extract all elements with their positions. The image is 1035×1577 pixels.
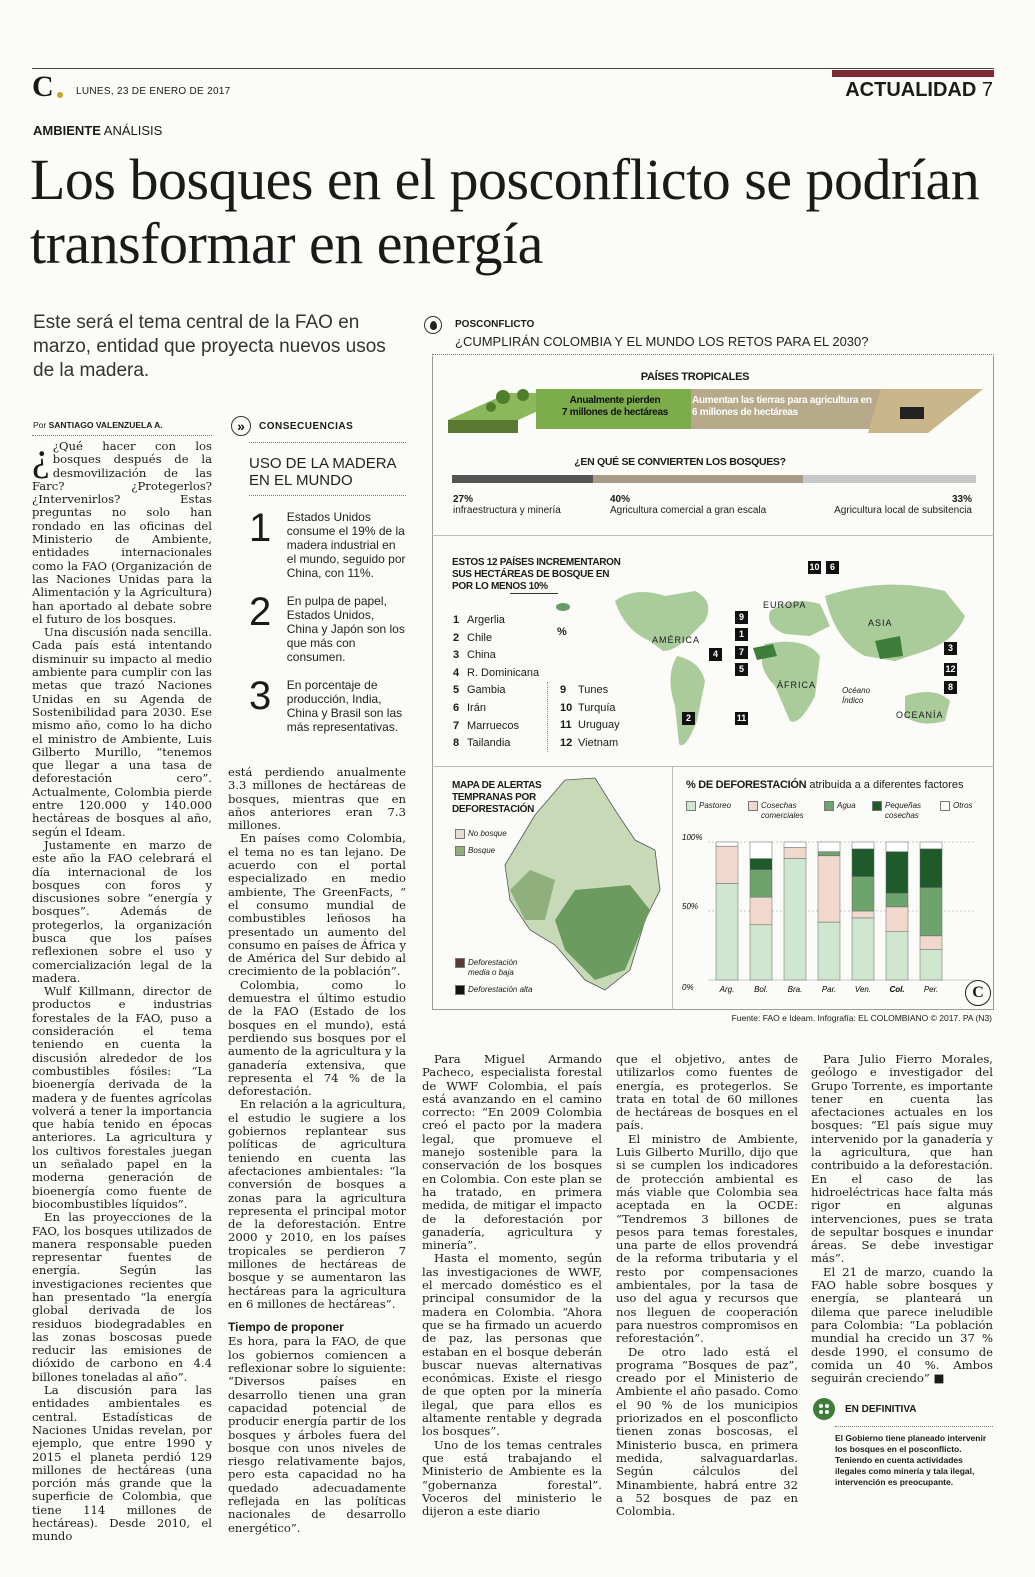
forest-plot-side bbox=[448, 420, 518, 433]
definitiva-rule bbox=[835, 1426, 993, 1427]
legend-label: Deforestación media o baja bbox=[468, 958, 518, 977]
paragraph: que el objetivo, antes de utilizarlos como fuentes de energía, es protegerlos. Se trata en total de 60 millones de hectáreas de bosques en el país. bbox=[616, 1052, 798, 1133]
map-marker: 3 bbox=[944, 642, 957, 655]
top-rule bbox=[32, 68, 994, 69]
tropical-agri-text bbox=[692, 395, 882, 419]
country-number: 2 bbox=[453, 631, 460, 644]
newspaper-logo: C bbox=[32, 70, 54, 103]
paragraph: De otro lado está el programa “Bosques de paz”, creado por el Ministerio de Ambiente el año pasado. Como el 90 % de los municipios priorizados en el posconflicto tienen zonas boscosas, el Ministerio busca, en primera medida, salvaguardarlas. Según cálculos del Minambiente, habrá entre 32 a 52 bosques de paz en Colombia. bbox=[616, 1344, 798, 1519]
divider bbox=[432, 766, 994, 767]
world-map bbox=[605, 556, 985, 766]
legend-swatch bbox=[872, 801, 882, 811]
x-tick-label: Par. bbox=[821, 985, 837, 994]
x-tick-label: Col. bbox=[889, 985, 905, 994]
map-marker: 9 bbox=[735, 611, 748, 624]
convert-bar-segment bbox=[593, 475, 803, 483]
chart-bar-segment bbox=[818, 922, 840, 980]
pin-icon bbox=[424, 316, 442, 334]
map-marker: 1 bbox=[735, 628, 748, 641]
chart-bar-segment bbox=[750, 925, 772, 980]
map-marker: 12 bbox=[945, 664, 956, 674]
chart-bar-segment bbox=[716, 846, 738, 883]
paragraph: Para Julio Fierro Morales, geólogo e investigador del Grupo Torrente, es importante tener en cuenta las afectaciones actuales en los bosques: “El país sigue muy intervenido por la ganadería y la agricultura, que han contribuido a la deforestación. En el caso de las hidroeléctricas hace falta más rigor en algunas intervenciones, pues se trata de sepultar bosques e inundar áreas. Se debe investigar más”. bbox=[811, 1052, 993, 1266]
sidebar-item bbox=[249, 674, 406, 734]
headline: Los bosques en el posconflicto se podrían transformar en energía bbox=[30, 147, 980, 276]
legend-label: Cosechas comerciales bbox=[761, 801, 804, 820]
tree-icon bbox=[496, 390, 510, 404]
tree-icon bbox=[517, 389, 529, 401]
chart-heading bbox=[686, 779, 963, 791]
region-label: ÁFRICA bbox=[777, 680, 817, 690]
convert-item bbox=[453, 494, 561, 516]
country-name: Vietnam bbox=[578, 736, 619, 749]
chart-legend-item bbox=[824, 801, 874, 811]
sidebar-title: USO DE LA MADERA EN EL MUNDO bbox=[249, 455, 396, 489]
country-number: 11 bbox=[560, 719, 572, 732]
percent-symbol: % bbox=[557, 626, 567, 638]
legend-swatch bbox=[455, 985, 465, 995]
paragraph: está perdiendo anualmente 3.3 millones de hectáreas de bosques, mientras que en años anteriores eran 7.3 millones. bbox=[228, 765, 406, 833]
tropical-loss-value: 7 millones de hectáreas bbox=[562, 407, 668, 418]
map-legend-item bbox=[455, 958, 535, 978]
logo-dot-icon bbox=[57, 92, 63, 98]
chart-bar-segment bbox=[784, 859, 806, 980]
kicker-type: ANÁLISIS bbox=[103, 123, 163, 138]
subhead: Este será el tema central de la FAO en marzo, entidad que proyecta nuevos usos de la madera. bbox=[33, 312, 386, 381]
country-number: 7 bbox=[453, 719, 460, 732]
country-item bbox=[453, 647, 539, 665]
chart-bar-segment bbox=[818, 842, 840, 852]
chart-bar-segment bbox=[886, 852, 908, 893]
tropical-loss-label: Anualmente pierden bbox=[569, 395, 661, 406]
convert-label: Agricultura local de subsitencia bbox=[834, 505, 972, 516]
byline-prefix: Por bbox=[33, 420, 47, 430]
country-name: Chile bbox=[467, 631, 493, 644]
ocean-label: Océano Índico bbox=[842, 686, 871, 705]
section-color-bar bbox=[832, 70, 994, 77]
definitiva-header bbox=[813, 1398, 993, 1420]
legend-swatch bbox=[455, 829, 465, 839]
tree-icon bbox=[486, 402, 496, 412]
deforestation-chart bbox=[680, 830, 980, 1000]
sidebar-rule bbox=[249, 442, 406, 443]
country-item bbox=[453, 682, 539, 700]
convert-label: infraestructura y minería bbox=[453, 505, 561, 516]
paragraph: Hasta el momento, según las investigaciones de WWF, el mercado doméstico es el principal consumidor de la madera en Colombia. “Ahora que se ha firmado un acuerdo de paz, las personas que estaban en el bosque deberán buscar nuevas alternativas económicas. Existe el riesgo de que opten por la minería ilegal, que para ellos es altamente rentable y degrada los bosques”. bbox=[422, 1251, 602, 1439]
tree-icon bbox=[556, 603, 570, 611]
country-name: Marruecos bbox=[467, 719, 519, 732]
byline-author: SANTIAGO VALENZUELA A. bbox=[48, 420, 163, 430]
country-name: Turquía bbox=[578, 701, 616, 714]
sidebar-item bbox=[249, 590, 406, 664]
map-marker: 10 bbox=[809, 562, 820, 572]
sidebar-item-number: 1 bbox=[249, 506, 272, 550]
section-header bbox=[845, 79, 993, 102]
legend-label: Pequeñas cosechas bbox=[885, 801, 922, 820]
article-column-5 bbox=[811, 1053, 993, 1385]
paragraph: La discusión para las entidades ambientales es central. Estadísticas de Naciones Unidas revelan, por ejemplo, que entre 1990 y 2015 el planeta perdió 129 millones de hectáreas (una porción más grande que la superficie de Colombia, que tiene 114 millones de hectáreas). Desde 2010, el mundo bbox=[32, 1383, 212, 1544]
legend-swatch bbox=[940, 801, 950, 811]
divider bbox=[432, 535, 994, 536]
x-tick-label: Bol. bbox=[754, 985, 768, 994]
map-legend-item bbox=[455, 846, 495, 856]
paragraph: Colombia, como lo demuestra el último estudio de la FAO (Estado de los bosques en el mundo), está perdiendo sus bosques por el aumento de la agricultura y la ganadería extensiva, que representa el 74 % de la deforestación. bbox=[228, 977, 406, 1099]
map-marker: 11 bbox=[736, 713, 747, 723]
legend-label: Otros bbox=[953, 801, 973, 810]
paragraph: Justamente en marzo de este año la FAO celebrará el día internacional de los bosques con foros y discusiones sobre “energía y bosques”. Además de protegerlos, la organización busca que los países reflexionen sobre el uso y comercialización legal de la madera. bbox=[32, 837, 212, 985]
chart-bar-segment bbox=[750, 897, 772, 925]
x-tick-label: Bra. bbox=[787, 985, 803, 994]
chart-title: % DE DEFORESTACIÓN bbox=[686, 779, 807, 791]
convert-pct: 40% bbox=[610, 494, 631, 505]
chart-legend-item bbox=[686, 801, 736, 811]
chart-bar-segment bbox=[784, 842, 806, 848]
region-label: OCEANÍA bbox=[896, 710, 944, 720]
chart-bar-segment bbox=[716, 883, 738, 980]
chart-bar-segment bbox=[852, 849, 874, 877]
chart-legend-item bbox=[872, 801, 932, 821]
paragraph: Para Miguel Armando Pacheco, especialista forestal de WWF Colombia, el país está avanzando en el camino correcto: “En 2009 Colombia creó el pacto por la madera legal, que promueve el manejo sostenible para la conservación de los bosques en Colombia. Con este plan se ha tratado, en primera medida, de mitigar el impacto de la deforestación por ganadería, agricultura y minería”. bbox=[422, 1052, 602, 1253]
convert-item bbox=[800, 494, 972, 516]
country-item bbox=[453, 700, 539, 718]
sidebar-item-text: En porcentaje de producción, India, China y Brasil son las más representativas. bbox=[286, 678, 403, 734]
issue-date: LUNES, 23 DE ENERO DE 2017 bbox=[76, 86, 231, 97]
country-number: 1 bbox=[453, 614, 460, 626]
x-tick-label: Arg. bbox=[719, 985, 735, 994]
paragraph: Uno de los temas centrales que está trabajando el Ministerio de Ambiente es la “gobernanza forestal”. Voceros del ministerio le dijeron a este diario bbox=[422, 1437, 602, 1519]
infographic-title: ¿CUMPLIRÁN COLOMBIA Y EL MUNDO LOS RETOS PARA EL 2030? bbox=[455, 334, 869, 349]
chart-legend-item bbox=[748, 801, 808, 821]
country-name: Uruguay bbox=[578, 719, 620, 732]
article-column-1 bbox=[32, 434, 212, 1544]
consequences-sidebar bbox=[231, 416, 406, 734]
chart-bar-segment bbox=[886, 893, 908, 907]
country-name: Gambia bbox=[467, 684, 506, 697]
convert-bar bbox=[452, 475, 976, 483]
legend-label: No bosque bbox=[468, 829, 507, 839]
chart-bar-segment bbox=[818, 856, 840, 922]
drop-cap: ¿ bbox=[32, 434, 50, 479]
chart-bar-segment bbox=[920, 842, 942, 849]
legend-label: Deforestación alta bbox=[468, 985, 533, 995]
kicker bbox=[33, 123, 162, 138]
y-tick-label: 0% bbox=[682, 983, 694, 992]
map-legend-item bbox=[455, 829, 507, 839]
convert-item bbox=[610, 494, 766, 516]
convert-bar-segment bbox=[452, 475, 593, 483]
country-number: 8 bbox=[453, 737, 460, 750]
region-label: ASIA bbox=[868, 618, 893, 628]
chart-bar-segment bbox=[818, 852, 840, 856]
countries-title: ESTOS 12 PAÍSES INCREMENTARON SUS HECTÁREAS DE BOSQUE EN POR LO MENOS 10% bbox=[452, 557, 621, 592]
tractor-icon bbox=[900, 407, 924, 419]
paragraph: Una discusión nada sencilla. Cada país está intentando disminuir su impacto al medio ambiente para cumplir con las metas que trazó Naciones Unidas en su Agenda de Sostenibilidad para 2030. Ese mismo año, como lo ha dicho el ministro de Ambiente, Luis Gilberto Murillo, “tenemos que llegar a una tasa de deforestación cero”. Actualmente, Colombia pierde entre 120.000 y 140.000 hectáreas de bosques al año, según el Ideam. bbox=[32, 625, 212, 839]
sidebar-item bbox=[249, 506, 406, 580]
x-tick-label: Ven. bbox=[854, 985, 872, 994]
alert-map-title: MAPA DE ALERTAS TEMPRANAS POR DEFORESTACIÓN bbox=[452, 780, 542, 815]
chart-bar-segment bbox=[886, 907, 908, 932]
south-america-shape bbox=[670, 656, 705, 745]
definitiva-label: EN DEFINITIVA bbox=[845, 1403, 917, 1415]
legend-swatch bbox=[455, 846, 465, 856]
country-name: Irán bbox=[467, 701, 486, 714]
convert-title: ¿EN QUÉ SE CONVIERTEN LOS BOSQUES? bbox=[574, 456, 786, 468]
map-marker: 4 bbox=[709, 648, 722, 661]
chart-bar-segment bbox=[852, 911, 874, 918]
green-dots-icon bbox=[813, 1398, 835, 1420]
paragraph: En relación a la agricultura, el estudio le sugiere a los gobiernos replantear sus políticas de agricultura teniendo en cuenta las afectaciones ambientales: “la conversión de bosques a zonas para la agricultura representa el principal motor de la deforestación. Entre 2000 y 2010, en los países tropicales se perdieron 7 millones de hectáreas de bosque y se aumentaron las hectáreas para la agricultura en 6 millones de hectáreas”. bbox=[228, 1097, 406, 1311]
chart-bar-segment bbox=[852, 918, 874, 980]
country-item bbox=[453, 665, 539, 683]
country-name: Argerlia bbox=[467, 614, 505, 626]
section-name: ACTUALIDAD bbox=[845, 79, 977, 101]
country-name: Tunes bbox=[578, 684, 609, 696]
article-column-2 bbox=[228, 766, 406, 1535]
country-name: R. Dominicana bbox=[467, 666, 540, 679]
paragraph bbox=[32, 434, 212, 626]
map-marker: 2 bbox=[682, 712, 695, 725]
x-tick-label: Per. bbox=[923, 985, 939, 994]
country-number: 10 bbox=[560, 701, 573, 714]
chevron-right-icon: » bbox=[231, 416, 251, 436]
infographic-source: Fuente: FAO e Ideam. Infografía: EL COLOMBIANO © 2017. PA (N3) bbox=[731, 1013, 992, 1023]
chart-bar-segment bbox=[920, 936, 942, 950]
map-marker: 7 bbox=[735, 646, 748, 659]
country-item bbox=[453, 718, 539, 736]
chart-bar-segment bbox=[750, 842, 772, 859]
pointer-line bbox=[510, 593, 558, 594]
legend-label: Pastoreo bbox=[699, 801, 732, 810]
chart-bar-segment bbox=[886, 842, 908, 852]
article-subtitle: Tiempo de proponer bbox=[228, 1320, 344, 1335]
divider bbox=[547, 682, 548, 752]
sidebar-item-text: Estados Unidos consume el 19% de la madera industrial en el mundo, seguido por China, con 11%. bbox=[286, 510, 406, 580]
paragraph: El ministro de Ambiente, Luis Gilberto Murillo, dijo que si se cumplen los indicadores de protección ambiental es más viable que Colombia sea aceptada en la OCDE: “Tendremos 3 billones de pesos para temas forestales, una parte de ellos provendrá de la reforma tributaria y el resto por compensaciones ambientales, por la tasa de uso del agua y recursos que nos lleguen de cooperación para nuestros compromisos en reforestación”. bbox=[616, 1131, 798, 1346]
country-list bbox=[453, 612, 539, 753]
legend-swatch bbox=[686, 801, 696, 811]
chart-subtitle: atribuida a a diferentes factores bbox=[809, 779, 964, 791]
country-item bbox=[453, 735, 539, 753]
kicker-topic: AMBIENTE bbox=[33, 123, 101, 138]
chart-bar-segment bbox=[750, 859, 772, 870]
infographic-label: POSCONFLICTO bbox=[455, 319, 535, 330]
convert-bar-segment bbox=[803, 475, 976, 483]
country-number: 5 bbox=[453, 684, 460, 697]
sidebar-item-number: 2 bbox=[249, 590, 272, 634]
divider bbox=[672, 766, 673, 1010]
country-name: China bbox=[467, 649, 496, 662]
map-marker: 5 bbox=[735, 663, 748, 676]
map-marker: 8 bbox=[944, 681, 957, 694]
infographic-top-rule bbox=[432, 354, 994, 355]
y-tick-label: 100% bbox=[682, 833, 703, 842]
paragraph: En las proyecciones de la FAO, los bosques utilizados de manera responsable pueden representar fuentes de energía. Según las investigaciones recientes que han presentado “la energía global derivada de los residuos biodegradables en las zonas boscosas puede reducir las emisiones de dióxido de carbono en 4.4 billones toneladas al año”. bbox=[32, 1210, 212, 1384]
chart-bar-segment bbox=[852, 877, 874, 912]
paragraph: Es hora, para la FAO, de que los gobiernos comiencen a reflexionar sobre lo siguiente: “Diversos países en desarrollo tienen una gran capacidad potencial de producir energía partir de los bosques y árboles fuera del bosque con unos niveles de riesgo relativamente bajos, pero esta capacidad no ha quedado adecuadamente reflejada en las políticas nacionales de desarrollo energético”. bbox=[228, 1334, 406, 1535]
sidebar-rule bbox=[249, 495, 406, 496]
page-number: 7 bbox=[981, 79, 993, 101]
chart-bar-segment bbox=[886, 932, 908, 980]
sidebar-item-number: 3 bbox=[249, 674, 272, 718]
legend-swatch bbox=[455, 958, 465, 968]
sidebar-label: CONSECUENCIAS bbox=[259, 420, 354, 432]
map-marker: 6 bbox=[826, 561, 839, 574]
chart-legend-item bbox=[940, 801, 990, 811]
convert-pct: 33% bbox=[951, 494, 972, 505]
paragraph: El 21 de marzo, cuando la FAO hable sobre bosques y energía, se planteará un dilema que parece ineludible para Colombia: “La población mundial ha crecido un 37 % desde 1990, el consumo de comida un 40 %. Ambos seguirán creciendo” ■ bbox=[811, 1264, 993, 1386]
byline-rule bbox=[32, 435, 212, 436]
chart-bar-segment bbox=[920, 849, 942, 888]
sidebar-item-text: En pulpa de papel, Estados Unidos, China y Japón son los que más con consumen. bbox=[286, 594, 405, 664]
tropical-agri-value: 6 millones de hectáreas bbox=[692, 407, 798, 418]
region-label: EUROPA bbox=[763, 600, 807, 610]
paragraph-text: ¿Qué hacer con los bosques después de la desmovilización de las Farc? ¿Protegerlos? ¿Intervenirlos? Estas preguntas no solo han rondado en las oficinas del Ministerio de Ambiente, entidades internacionales como la FAO (Organización de las Naciones Unidas para la Alimentación y la Agricultura) han aportado al debate sobre el futuro de los bosques. bbox=[32, 439, 212, 626]
byline bbox=[33, 420, 163, 430]
tropical-loss-text bbox=[540, 395, 690, 419]
farmland-plot bbox=[868, 389, 983, 433]
country-item bbox=[453, 630, 539, 648]
legend-label: Agua bbox=[837, 801, 856, 810]
tropical-agri-label: Aumentan las tierras para agricultura en bbox=[692, 395, 872, 406]
chart-bar-segment bbox=[784, 848, 806, 859]
country-number: 4 bbox=[453, 666, 460, 679]
forest-region bbox=[555, 885, 650, 980]
paragraph: En países como Colombia, el tema no es tan lejano. De acuerdo con el portal especializado en medio ambiente, The GreenFacts, “ el consumo mundial de combustibles leñosos ha presentado un aumento del consumo en países de África y de América del Sur debido al crecimiento de la población”. bbox=[228, 831, 406, 979]
country-number: 9 bbox=[560, 684, 567, 696]
legend-swatch bbox=[748, 801, 758, 811]
chart-bar-segment bbox=[920, 888, 942, 936]
chart-bar-segment bbox=[716, 842, 738, 846]
region-label: AMÉRICA bbox=[652, 635, 701, 645]
tropical-title: PAÍSES TROPICALES bbox=[640, 371, 750, 383]
definitiva-box bbox=[813, 1398, 993, 1488]
chart-bar-segment bbox=[750, 870, 772, 898]
article-column-4 bbox=[616, 1053, 798, 1518]
legend-label: Bosque bbox=[468, 846, 496, 856]
chart-bar-segment bbox=[852, 842, 874, 849]
country-number: 6 bbox=[453, 701, 460, 714]
legend-swatch bbox=[824, 801, 834, 811]
country-name: Tailandia bbox=[467, 737, 511, 750]
definitiva-text: El Gobierno tiene planeado intervenir los bosques en el posconflicto. Teniendo en cuenta actividades ilegales como minería y tala ilegal, intervención es preocupante. bbox=[835, 1433, 987, 1487]
y-tick-label: 50% bbox=[682, 902, 699, 911]
sidebar-header bbox=[231, 416, 406, 436]
paragraph: Wulf Killmann, director de productos e industrias forestales de la FAO, puso a consideración el tema teniendo en cuenta la discusión alrededor de los combustibles fósiles: “La bioenergía derivada de la madera y de fuentes agrícolas volverá a tener la importancia que había tenido en épocas anteriores. La agricultura y los cultivos forestales juegan un señalado papel en la moderna generación de bioenergía como fuente de biocombustibles líquidos”. bbox=[32, 984, 212, 1211]
country-item bbox=[453, 612, 539, 630]
chart-bar-segment bbox=[920, 950, 942, 980]
country-number: 3 bbox=[453, 649, 460, 662]
country-number: 12 bbox=[560, 736, 573, 749]
map-legend-item bbox=[455, 985, 532, 995]
article-column-3 bbox=[422, 1053, 602, 1518]
chart-legend bbox=[686, 801, 986, 829]
convert-pct: 27% bbox=[453, 494, 474, 505]
convert-label: Agricultura comercial a gran escala bbox=[610, 505, 767, 516]
colombiano-logo-icon: C bbox=[965, 980, 991, 1006]
